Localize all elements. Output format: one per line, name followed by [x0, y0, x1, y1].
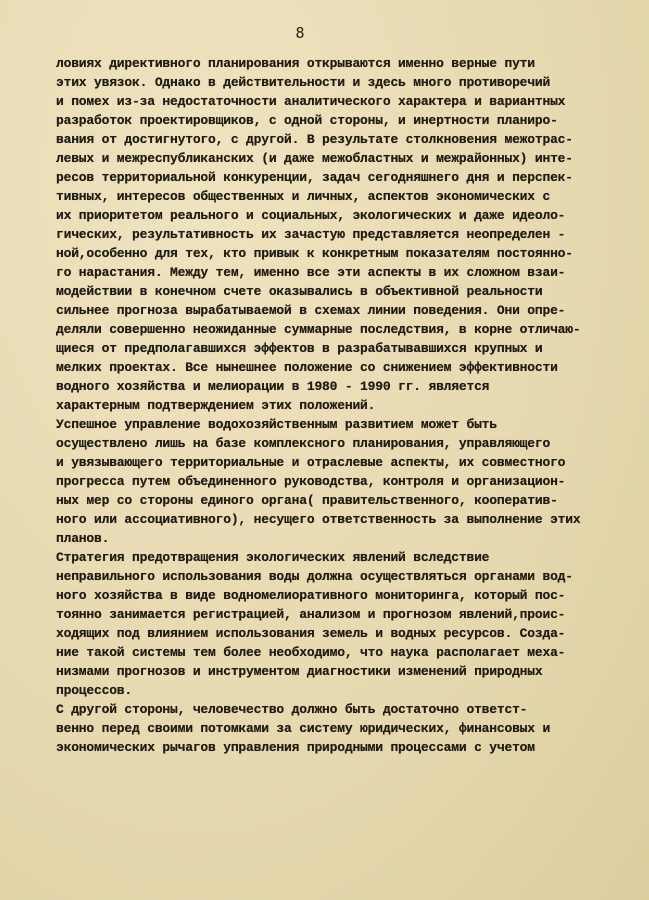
text-line: ного или ассоциативного), несущего ответственность за выполнение этих [56, 512, 581, 527]
text-line: вания от достигнутого, с другой. В результате столкновения межотрас- [56, 132, 573, 147]
text-line: венно перед своими потомками за систему юридических, финансовых и [56, 721, 551, 736]
text-line: этих увязок. Однако в действительности и здесь много противоречий [56, 75, 551, 90]
page-number: 8 [295, 24, 305, 42]
text-line: осуществлено лишь на базе комплексного планирования, управляющего [56, 436, 551, 451]
text-line: тивных, интересов общественных и личных, аспектов экономических с [56, 189, 551, 204]
text-line: мелких проектах. Все нынешнее положение со снижением эффективности [56, 360, 558, 375]
text-line: ние такой системы тем более необходимо, что наука располагает меха- [56, 645, 566, 660]
text-line: ресов территориальной конкуренции, задач сегодняшнего дня и перспек- [56, 170, 573, 185]
text-line: гических, результативность их зачастую представляется неопределен - [56, 227, 566, 242]
text-line: ходящих под влиянием использования земель и водных ресурсов. Созда- [56, 626, 566, 641]
text-line: левых и межреспубликанских (и даже межобластных и межрайонных) инте- [56, 151, 573, 166]
text-line: С другой стороны, человечество должно быть достаточно ответст- [56, 702, 528, 717]
text-line: ного хозяйства в виде водномелиоративного мониторинга, который пос- [56, 588, 566, 603]
text-line: тоянно занимается регистрацией, анализом и прогнозом явлений,проис- [56, 607, 566, 622]
text-line: и увязывающего территориальные и отраслевые аспекты, их совместного [56, 455, 566, 470]
text-line: прогресса путем объединенного руководства, контроля и организацион- [56, 474, 566, 489]
text-line: и помех из-за недостаточности аналитического характера и вариантных [56, 94, 566, 109]
text-line: ловиях директивного планирования открываются именно верные пути [56, 56, 535, 71]
text-line: процессов. [56, 683, 133, 698]
text-line: разработок проектировщиков, с одной стороны, и инертности планиро- [56, 113, 558, 128]
text-line: экономических рычагов управления природными процессами с учетом [56, 740, 535, 755]
text-line: низмами прогнозов и инструментом диагностики изменений природных [56, 664, 543, 679]
text-line: щиеся от предполагавшихся эффектов в разрабатывавшихся крупных и [56, 341, 543, 356]
text-line: планов. [56, 531, 110, 546]
text-line: го нарастания. Между тем, именно все эти аспекты в их сложном взаи- [56, 265, 566, 280]
text-line: ных мер со стороны единого органа( правительственного, кооператив- [56, 493, 558, 508]
text-line: водного хозяйства и мелиорации в 1980 - 1990 гг. является [56, 379, 490, 394]
body-text [56, 54, 616, 757]
text-line: Стратегия предотвращения экологических явлений вследствие [56, 550, 490, 565]
text-line: Успешное управление водохозяйственным развитием может быть [56, 417, 497, 432]
text-line: их приоритетом реального и социальных, экологических и даже идеоло- [56, 208, 566, 223]
text-line: модействии в конечном счете оказывались в объективной реальности [56, 284, 543, 299]
text-line: сильнее прогноза вырабатываемой в схемах линии поведения. Они опре- [56, 303, 566, 318]
text-line: ной,особенно для тех, кто привык к конкретным показателям постоянно- [56, 246, 573, 261]
text-line: неправильного использования воды должна осуществляться органами вод- [56, 569, 573, 584]
text-line: деляли совершенно неожиданные суммарные последствия, в корне отличаю- [56, 322, 581, 337]
text-line: характерным подтверждением этих положений. [56, 398, 376, 413]
